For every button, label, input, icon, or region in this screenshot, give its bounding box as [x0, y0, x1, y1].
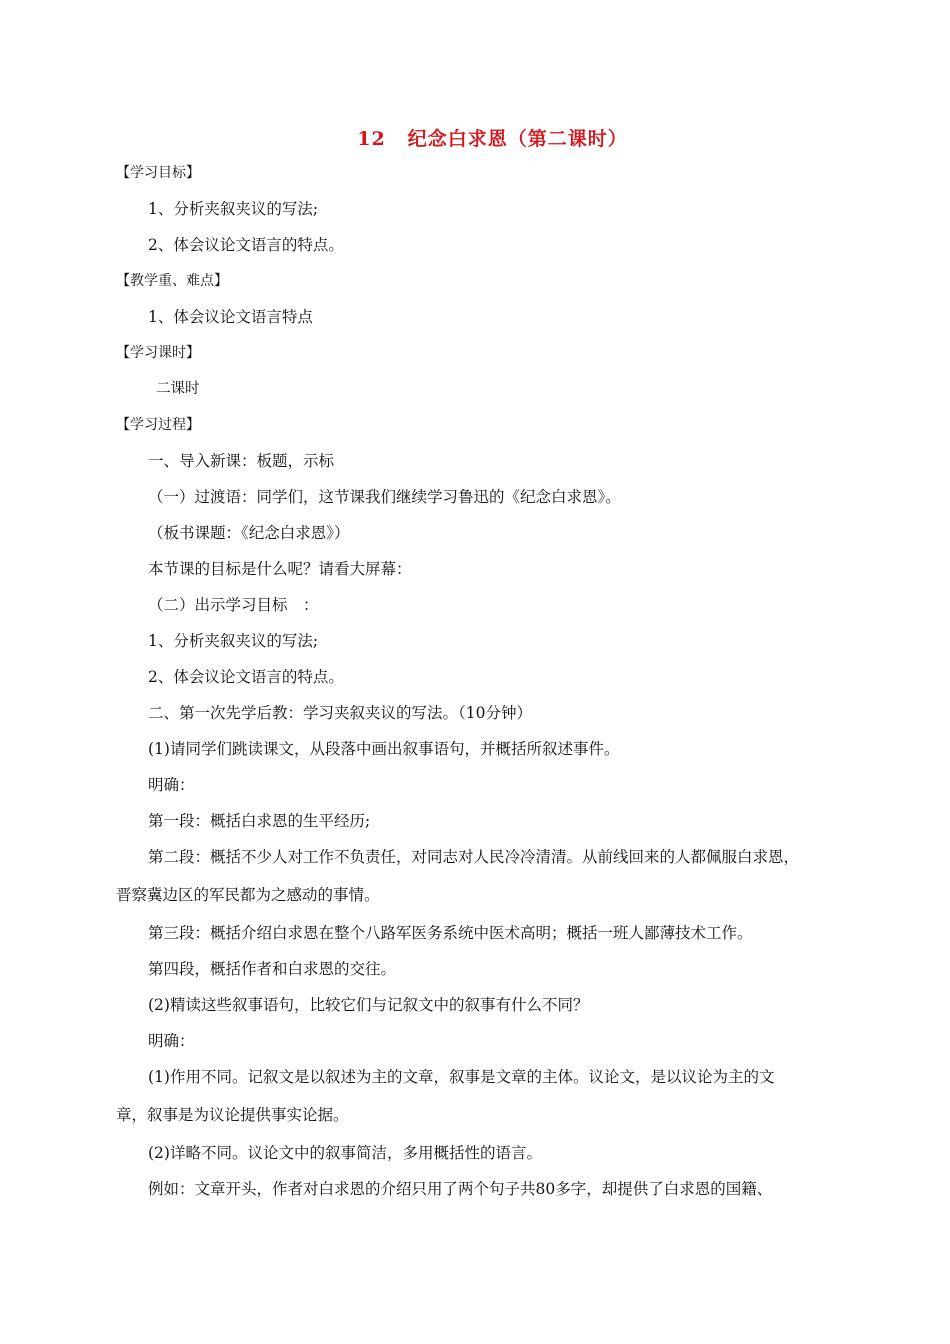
paragraph: （板书课题：《纪念白求恩》）	[148, 524, 350, 542]
paragraph: 第三段：概括介绍白求恩在整个八路军医务系统中医术高明；概括一班人鄙薄技术工作。	[148, 924, 753, 942]
paragraph: (2)详略不同。议论文中的叙事简洁，多用概括性的语言。	[148, 1144, 542, 1162]
heading-learning-process: 【学习过程】	[116, 417, 200, 433]
paragraph: 2、体会议论文语言的特点。	[148, 668, 344, 686]
document-title	[0, 124, 950, 151]
paragraph: (1)作用不同。记叙文是以叙述为主的文章，叙事是文章的主体。议论文，是以议论为主的文	[148, 1068, 775, 1086]
heading-class-hours: 【学习课时】	[116, 345, 200, 361]
paragraph: 二、第一次先学后教：学习夹叙夹议的写法。（10分钟）	[148, 704, 532, 722]
paragraph: 1、体会议论文语言特点	[148, 308, 313, 326]
heading-key-points: 【教学重、难点】	[116, 273, 228, 289]
paragraph: 一、导入新课：板题，示标	[148, 452, 335, 470]
paragraph: 1、分析夹叙夹议的写法;	[148, 200, 319, 218]
paragraph: （二）出示学习目标 ：	[148, 596, 319, 614]
paragraph: 明确：	[148, 776, 195, 794]
paragraph: (2)精读这些叙事语句，比较它们与记叙文中的叙事有什么不同？	[148, 996, 589, 1014]
paragraph: 本节课的目标是什么呢？请看大屏幕：	[148, 560, 412, 578]
title-number: 12	[357, 128, 386, 150]
paragraph-continuation: 晋察冀边区的军民都为之感动的事情。	[116, 886, 380, 904]
paragraph: 二课时	[156, 381, 200, 397]
paragraph: 明确：	[148, 1032, 195, 1050]
heading-learning-goals: 【学习目标】	[116, 165, 200, 181]
paragraph: 第四段，概括作者和白求恩的交往。	[148, 960, 397, 978]
paragraph: 第二段：概括不少人对工作不负责任，对同志对人民冷冷清清。从前线回来的人都佩服白求恩，	[148, 848, 800, 866]
title-text: 纪念白求恩（第二课时）	[407, 128, 628, 150]
paragraph: 例如：文章开头，作者对白求恩的介绍只用了两个句子共80多字，却提供了白求恩的国籍、	[148, 1180, 773, 1198]
paragraph: 2、体会议论文语言的特点。	[148, 236, 344, 254]
paragraph: （一）过渡语：同学们，这节课我们继续学习鲁迅的《纪念白求恩》。	[148, 488, 621, 506]
paragraph: 第一段：概括白求恩的生平经历;	[148, 812, 371, 830]
paragraph-continuation: 章，叙事是为议论提供事实论据。	[116, 1106, 349, 1124]
paragraph: (1)请同学们跳读课文，从段落中画出叙事语句，并概括所叙述事件。	[148, 740, 620, 758]
paragraph: 1、分析夹叙夹议的写法;	[148, 632, 319, 650]
